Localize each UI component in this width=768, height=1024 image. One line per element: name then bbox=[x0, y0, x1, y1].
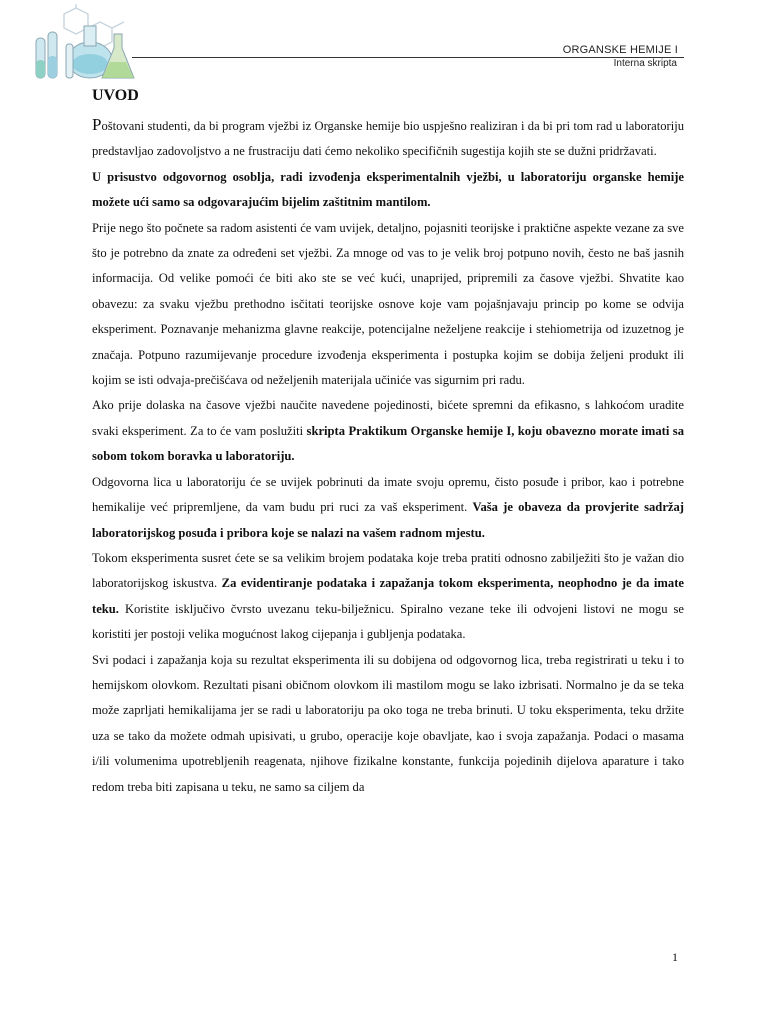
paragraph-text: Ako prije dolaska na časove vježbi naučite navedene pojedinosti, bićete spremni da efikasno, s lahkoćom uradite svaki eksperiment. Za to će vam poslužiti bbox=[92, 398, 684, 438]
paragraph-equipment bbox=[92, 470, 684, 546]
chemistry-glassware-logo-icon bbox=[26, 4, 138, 82]
paragraph-preparation bbox=[92, 216, 684, 394]
header-subtitle: Interna skripta bbox=[613, 58, 677, 69]
paragraph-skripta bbox=[92, 393, 684, 469]
paragraph-text: oštovani studenti, da bi program vježbi iz Organske hemije bio uspješno realiziran i da bi pri tom rad u laboratoriju predstavljao zadovoljstvo a ne frustraciju dati ćemo nekoliko specifičnih sugestija kojih ste se dužni pridržavati. bbox=[92, 119, 684, 159]
paragraph-bold-text: Za evidentiranje podataka i zapažanja tokom eksperimenta, neophodno je da imate teku. bbox=[92, 576, 684, 616]
paragraph-bold-text: U prisustvo odgovornog osoblja, radi izvođenja eksperimentalnih vježbi, u laboratoriju organske hemije možete ući samo sa odgovarajućim bijelim zaštitnim mantilom. bbox=[92, 169, 684, 210]
paragraph-text: Odgovorna lica u laboratoriju će se uvijek pobrinuti da imate svoju opremu, čisto posuđe i pribor, kao i potrebne hemikalije već pripremljene, da vam budu pri ruci za vaš eksperiment. bbox=[92, 474, 684, 515]
paragraph-text: Svi podaci i zapažanja koja su rezultat eksperimenta ili su dobijena od odgovornog lica, treba registrirati u teku i to hemijskom olovkom. Rezultati pisani običnom olovkom ili mastilom mogu se lako izbrisati. Normalno je da se teka može zaprljati hemikalijama jer se radi u laboratoriju pa oko toga ne treba brinuti. U toku eksperimenta, teku držite uza se tako da možete odmah upisivati, u grubo, operacije koje obavljate, kao i svoja zapažanja. Podaci o masama i/ili volumenima upotrebljenih reagenata, njihove fizikalne konstante, funkcija pojedinih dijelova aparature i tako redom treba biti zapisana u teku, ne samo sa ciljem da bbox=[92, 652, 684, 794]
paragraph-text: Prije nego što počnete sa radom asistenti će vam uvijek, detaljno, pojasniti teorijske i praktične aspekte vezane za sve što je potrebno da znate za određeni set vježbi. Za mnoge od vas to je velik broj potpuno novih, često ne baš jasnih informacija. Od velike pomoći će biti ako ste se već kući, unaprijed, pripremili za časove vježbi. Shvatite kao obavezu: za svaku vježbu prethodno isčitati teorijske osnove koje vam pojašnjavaju princip po kome se odvija eksperiment. Poznavanje mehanizma glavne reakcije, potencijalne neželjene reakcije i stehiometrija od izuzetnog je značaja. Potpuno razumijevanje procedure izvođenja eksperimenta i postupka kojim se dobija željeni produkt ili kojim se isti odvaja-prečišćava od neželjenih materijala učiniće vas sigurnim pri radu. bbox=[92, 220, 684, 388]
paragraph-text: Tokom eksperimenta susret ćete se sa velikim brojem podataka koje treba pratiti odnosno zabilježiti što je važan dio laboratorijskog iskustva. bbox=[92, 550, 684, 591]
header-divider bbox=[132, 57, 684, 58]
header-title: ORGANSKE HEMIJE I bbox=[562, 44, 678, 56]
paragraph-text: Koristite isključivo čvrsto uvezanu teku-bilježnicu. Spiralno vezane teke ili odvojeni listovi ne mogu se koristiti jer postoji velika mogućnost lakog cijepanja i gubljenja podataka. bbox=[92, 601, 684, 642]
document-body bbox=[92, 84, 684, 800]
section-heading: UVOD bbox=[92, 87, 139, 104]
paragraph-recording bbox=[92, 648, 684, 800]
paragraph-bold-text: Vaša je obaveza da provjerite sadržaj laboratorijskog posuđa i pribora koje se nalazi na vašem radnom mjestu. bbox=[92, 500, 684, 540]
page-number: 1 bbox=[672, 950, 678, 964]
paragraph-lab-coat-rule bbox=[92, 165, 684, 216]
paragraph-notebook bbox=[92, 546, 684, 648]
dropcap-letter: P bbox=[92, 115, 102, 134]
paragraph-bold-text: skripta Praktikum Organske hemije I, koju obavezno morate imati sa sobom tokom boravka u laboratoriju. bbox=[92, 423, 684, 464]
paragraph-intro bbox=[92, 112, 684, 165]
